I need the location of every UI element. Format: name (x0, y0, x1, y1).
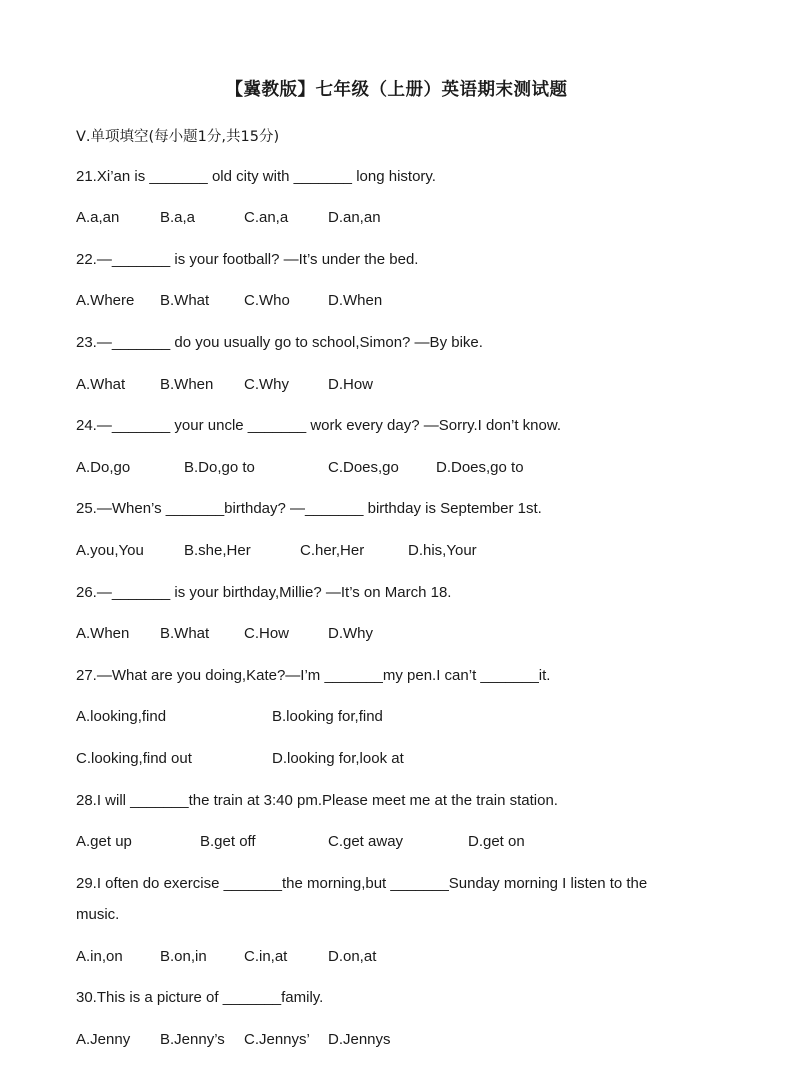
option-c: C.Who (244, 292, 290, 309)
option-d: D.get on (468, 833, 525, 850)
option-a: A.What (76, 376, 126, 393)
question-24: 24.—_______ your uncle _______ work every day? —Sorry.I don’t know. (76, 417, 562, 434)
options-30 (76, 1031, 776, 1051)
option-b: B.get off (200, 833, 256, 850)
option-d: D.How (328, 376, 374, 393)
option-b: B.she,Her (184, 542, 251, 559)
question-27: 27.—What are you doing,Kate?—I’m _______my pen.I can’t _______it. (76, 667, 551, 684)
question-28: 28.I will _______the train at 3:40 pm.Please meet me at the train station. (76, 792, 558, 809)
question-26: 26.—_______ is your birthday,Millie? —It’s on March 18. (76, 584, 452, 601)
section-heading: Ⅴ.单项填空(每小题1分,共15分) (76, 129, 280, 145)
options-27-row1 (76, 708, 776, 728)
option-a: A.in,on (76, 948, 123, 965)
option-d: D.looking for,look at (272, 750, 404, 767)
option-c: C.Jennys’ (244, 1031, 310, 1048)
question-21: 21.Xi’an is _______ old city with _______ long history. (76, 168, 436, 185)
option-b: B.What (160, 625, 210, 642)
options-24 (76, 459, 776, 479)
option-a: A.you,You (76, 542, 144, 559)
option-a: A.looking,find (76, 708, 167, 725)
option-d: D.his,Your (408, 542, 477, 559)
options-21 (76, 209, 776, 229)
options-25 (76, 542, 776, 562)
option-b: B.What (160, 292, 210, 309)
option-b: B.a,a (160, 209, 196, 226)
options-29 (76, 948, 776, 968)
page-title: 【冀教版】七年级（上册）英语期末测试题 (225, 80, 568, 100)
option-a: A.When (76, 625, 130, 642)
option-d: D.Why (328, 625, 373, 642)
question-29: 29.I often do exercise _______the morning,but _______Sunday morning I listen to the (76, 875, 648, 892)
option-a: A.Jenny (76, 1031, 131, 1048)
option-a: A.Where (76, 292, 135, 309)
option-c: C.her,Her (300, 542, 365, 559)
option-d: D.on,at (328, 948, 377, 965)
options-22 (76, 292, 776, 312)
option-b: B.on,in (160, 948, 207, 965)
question-30: 30.This is a picture of _______family. (76, 989, 324, 1006)
options-27-row2 (76, 750, 776, 770)
question-29-continued: music. (76, 906, 120, 923)
question-23: 23.—_______ do you usually go to school,Simon? —By bike. (76, 334, 483, 351)
option-d: D.Jennys (328, 1031, 391, 1048)
option-a: A.get up (76, 833, 132, 850)
option-a: A.a,an (76, 209, 120, 226)
option-d: D.When (328, 292, 383, 309)
option-c: C.Does,go (328, 459, 399, 476)
question-25: 25.—When’s _______birthday? —_______ birthday is September 1st. (76, 500, 542, 517)
option-b: B.looking for,find (272, 708, 383, 725)
option-c: C.Why (244, 376, 289, 393)
option-c: C.get away (328, 833, 404, 850)
option-c: C.looking,find out (76, 750, 192, 767)
options-23 (76, 376, 776, 396)
option-b: B.Do,go to (184, 459, 255, 476)
option-d: D.an,an (328, 209, 381, 226)
option-a: A.Do,go (76, 459, 131, 476)
options-26 (76, 625, 776, 645)
option-c: C.an,a (244, 209, 289, 226)
option-c: C.How (244, 625, 290, 642)
option-d: D.Does,go to (436, 459, 524, 476)
option-b: B.When (160, 376, 214, 393)
option-c: C.in,at (244, 948, 288, 965)
option-b: B.Jenny’s (160, 1031, 225, 1048)
question-22: 22.—_______ is your football? —It’s under the bed. (76, 251, 419, 268)
options-28 (76, 833, 776, 853)
